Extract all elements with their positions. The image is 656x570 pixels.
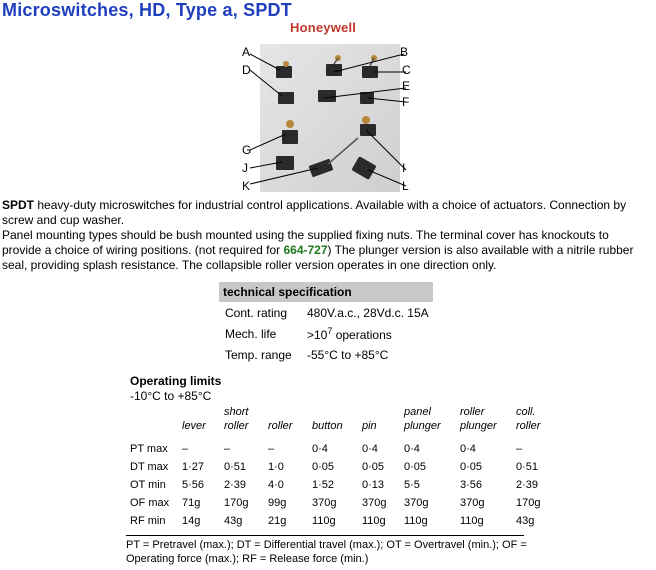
column-header: short xyxy=(224,406,249,418)
label-c: C xyxy=(402,63,411,77)
table-cell: 71g xyxy=(182,497,201,509)
row-label: OF max xyxy=(130,497,170,509)
brand-logo: Honeywell xyxy=(290,20,357,35)
label-j: J xyxy=(242,161,248,175)
label-l: L xyxy=(402,179,409,192)
label-g: G xyxy=(242,143,252,157)
description-para-2: Panel mounting types should be bush mounted using the supplied fixing nuts. The terminal cover has knockouts to provide a choice of wiring positions. (not required for 664-727) The plunger version is also available with a nitrile rubber seal, providing splash resistance. The collapsible roller version operates in one direction only. xyxy=(2,228,634,272)
column-header xyxy=(130,420,182,440)
table-cell: 99g xyxy=(268,497,287,509)
table-cell: 14g xyxy=(182,515,201,527)
column-header: roller xyxy=(460,406,485,418)
table-cell: 170g xyxy=(224,497,249,509)
table-cell: 5·56 xyxy=(182,479,205,491)
table-row xyxy=(130,458,564,476)
table-cell: 2·39 xyxy=(224,479,247,491)
spec-row: Cont. rating 480V.a.c., 28Vd.c. 15A xyxy=(225,305,429,320)
column-header xyxy=(130,404,182,420)
operating-limits-table xyxy=(130,404,564,530)
table-cell: 0·4 xyxy=(312,443,328,455)
column-header: button xyxy=(312,420,343,432)
table-cell: 43g xyxy=(516,515,535,527)
operating-limits-heading xyxy=(130,374,221,403)
table-cell: 110g xyxy=(404,515,428,527)
table-cell: 0·51 xyxy=(224,461,247,473)
table-cell: 370g xyxy=(312,497,337,509)
table-cell: 0·05 xyxy=(362,461,385,473)
limits-range: -10°C to +85°C xyxy=(130,389,212,403)
header-row-1 xyxy=(130,404,564,420)
table-row xyxy=(130,512,564,530)
table-cell: 370g xyxy=(362,497,387,509)
row-label: DT max xyxy=(130,461,169,473)
table-cell: 21g xyxy=(268,515,287,527)
abbreviation-legend: PT = Pretravel (max.); DT = Differential travel (max.); OT = Overtravel (min.); OF = Operating force (max.); RF = Release force (min.) xyxy=(126,539,527,565)
header-row-2 xyxy=(130,420,564,440)
table-cell: 0·4 xyxy=(404,443,420,455)
label-a: A xyxy=(242,45,251,59)
table-cell: – xyxy=(182,443,189,455)
technical-spec-table xyxy=(219,282,433,365)
table-cell: 0·4 xyxy=(362,443,378,455)
part-number-link[interactable]: 664-727 xyxy=(283,243,328,257)
label-i: I xyxy=(402,161,406,175)
table-cell: 0·05 xyxy=(312,461,335,473)
column-header: panel xyxy=(404,406,431,418)
column-header xyxy=(362,404,404,420)
column-header xyxy=(268,404,312,420)
table-cell: – xyxy=(516,443,523,455)
table-cell: 0·4 xyxy=(460,443,476,455)
spec-row: Mech. life $>10^7$ operations xyxy=(225,325,392,342)
row-label: RF min xyxy=(130,515,166,527)
page-title: Microswitches, HD, Type a, SPDT xyxy=(2,0,292,20)
table-row xyxy=(130,440,564,458)
label-d: D xyxy=(242,63,251,77)
table-cell: 2·39 xyxy=(516,479,539,491)
description-lead: SPDT xyxy=(2,198,35,212)
divider xyxy=(126,535,524,536)
spec-row: Temp. range -55°C to +85°C xyxy=(225,347,389,362)
table-cell: 0·51 xyxy=(516,461,539,473)
column-header: pin xyxy=(362,420,377,432)
column-header: coll. xyxy=(516,406,536,418)
table-cell: 370g xyxy=(404,497,429,509)
row-label: OT min xyxy=(130,479,166,491)
spec-heading: technical specification xyxy=(219,282,433,302)
table-cell: 110g xyxy=(362,515,386,527)
table-cell: 0·05 xyxy=(404,461,427,473)
table-cell: 1·27 xyxy=(182,461,205,473)
table-cell: 110g xyxy=(460,515,484,527)
column-header: plunger xyxy=(404,420,441,432)
table-cell: 170g xyxy=(516,497,541,509)
column-header: roller xyxy=(268,420,293,432)
column-header xyxy=(312,404,362,420)
table-row xyxy=(130,476,564,494)
table-cell: 110g xyxy=(312,515,336,527)
limits-title: Operating limits xyxy=(130,374,222,388)
description-para-1: SPDT heavy-duty microswitches for industrial control applications. Available with a choice of actuators. Connection by screw and cup washer. xyxy=(2,198,627,227)
column-header: roller xyxy=(516,420,541,432)
table-cell: 0·05 xyxy=(460,461,483,473)
description xyxy=(2,198,650,273)
table-cell: 5·5 xyxy=(404,479,420,491)
product-photo xyxy=(238,44,420,192)
table-cell: 4·0 xyxy=(268,479,284,491)
label-b: B xyxy=(400,45,409,59)
table-cell: 3·56 xyxy=(460,479,483,491)
table-cell: 0·13 xyxy=(362,479,385,491)
table-cell: – xyxy=(224,443,231,455)
label-f: F xyxy=(402,95,410,109)
table-cell: 1·52 xyxy=(312,479,335,491)
table-cell: 370g xyxy=(460,497,485,509)
column-header: roller xyxy=(224,420,249,432)
label-e: E xyxy=(402,79,411,93)
column-header xyxy=(182,404,224,420)
column-header: lever xyxy=(182,420,206,432)
table-row xyxy=(130,494,564,512)
label-k: K xyxy=(242,179,251,192)
table-cell: 1·0 xyxy=(268,461,284,473)
table-cell: 43g xyxy=(224,515,243,527)
row-label: PT max xyxy=(130,443,168,455)
column-header: plunger xyxy=(460,420,497,432)
table-cell: – xyxy=(268,443,275,455)
